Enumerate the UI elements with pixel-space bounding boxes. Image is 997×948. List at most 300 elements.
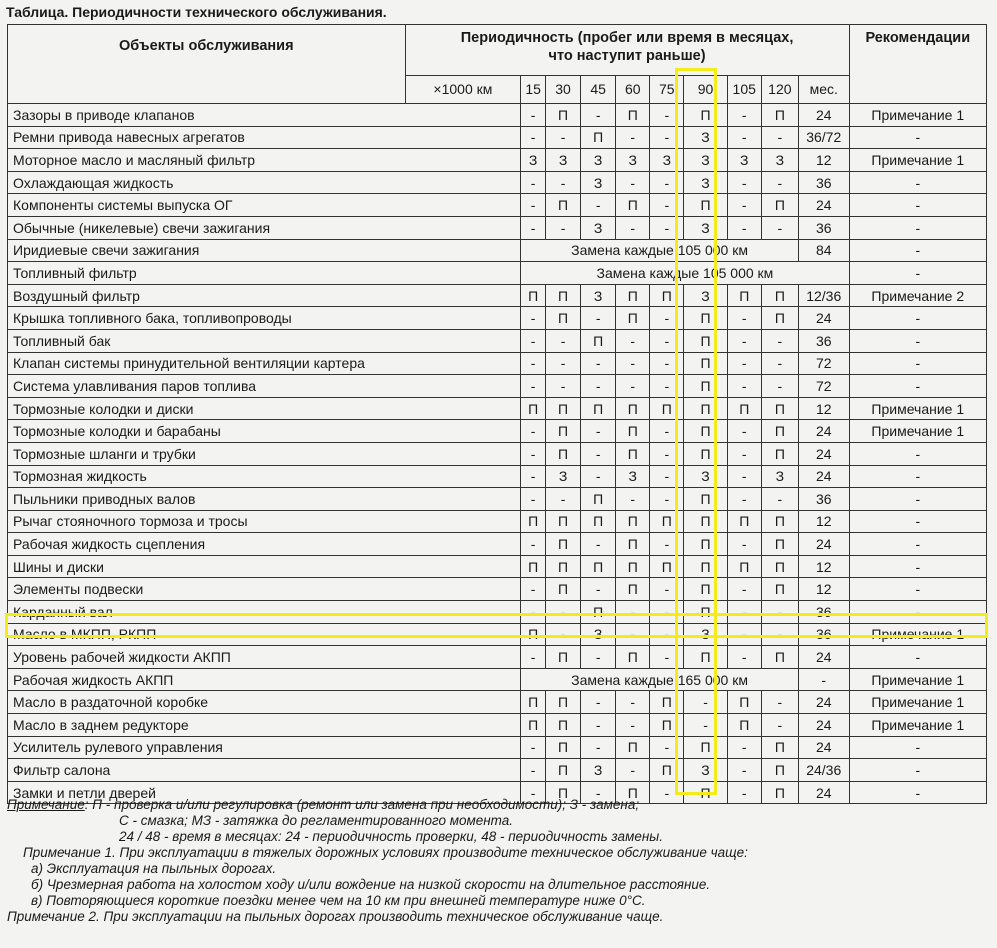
recommendation-cell: - <box>849 442 986 465</box>
interval-cell: П <box>727 714 761 737</box>
table-row <box>8 375 987 398</box>
interval-cell: П <box>684 646 727 669</box>
interval-cell: П <box>684 736 727 759</box>
interval-cell: П <box>650 555 684 578</box>
interval-cell: З <box>684 171 727 194</box>
table-row <box>8 420 987 443</box>
interval-cell: З <box>546 465 581 488</box>
interval-cell: - <box>761 601 798 624</box>
interval-cell: П <box>581 488 616 511</box>
table-row <box>8 352 987 375</box>
months-cell: 12 <box>798 578 849 601</box>
table-row <box>8 736 987 759</box>
interval-cell: П <box>546 781 581 804</box>
row-span-note: Замена каждые 165 000 км <box>521 668 799 691</box>
row-name: Уровень рабочей жидкости АКПП <box>8 646 521 669</box>
recommendation-cell: Примечание 1 <box>849 149 986 172</box>
months-cell: 36/72 <box>798 126 849 149</box>
interval-cell: - <box>546 375 581 398</box>
interval-cell: - <box>581 465 616 488</box>
interval-cell: З <box>581 759 616 782</box>
interval-cell: - <box>546 126 581 149</box>
months-cell: 12/36 <box>798 284 849 307</box>
interval-cell: П <box>546 555 581 578</box>
interval-cell: - <box>650 171 684 194</box>
interval-header: 15 <box>521 75 546 103</box>
interval-cell: П <box>650 284 684 307</box>
interval-cell: З <box>581 216 616 239</box>
interval-cell: З <box>616 149 650 172</box>
interval-cell: П <box>684 555 727 578</box>
interval-cell: - <box>727 126 761 149</box>
interval-cell: - <box>761 375 798 398</box>
row-name: Ремни привода навесных агрегатов <box>8 126 521 149</box>
interval-cell: - <box>521 646 546 669</box>
interval-cell: - <box>521 420 546 443</box>
row-name: Усилитель рулевого управления <box>8 736 521 759</box>
row-span-note: Замена каждые 105 000 км <box>521 239 799 262</box>
row-name: Масло в МКПП, РКПП <box>8 623 521 646</box>
months-cell: 12 <box>798 555 849 578</box>
interval-cell: П <box>761 533 798 556</box>
interval-cell: - <box>727 171 761 194</box>
interval-cell: П <box>616 736 650 759</box>
recommendation-cell: - <box>849 465 986 488</box>
months-cell: 84 <box>798 239 849 262</box>
months-cell: 24 <box>798 104 849 127</box>
interval-cell: - <box>546 488 581 511</box>
interval-cell: - <box>761 329 798 352</box>
interval-cell: П <box>684 442 727 465</box>
interval-cell: П <box>521 714 546 737</box>
interval-cell: П <box>684 329 727 352</box>
interval-cell: - <box>581 420 616 443</box>
interval-cell: - <box>521 375 546 398</box>
row-span-note: Замена каждые 105 000 км <box>521 262 849 285</box>
interval-cell: П <box>761 578 798 601</box>
interval-cell: - <box>521 533 546 556</box>
recommendation-cell: Примечание 1 <box>849 397 986 420</box>
interval-cell: - <box>521 171 546 194</box>
interval-header: 105 <box>727 75 761 103</box>
interval-cell: - <box>581 736 616 759</box>
recommendation-cell: - <box>849 646 986 669</box>
interval-cell: П <box>581 397 616 420</box>
interval-cell: - <box>650 216 684 239</box>
months-cell: 24 <box>798 691 849 714</box>
interval-cell: - <box>727 420 761 443</box>
row-name: Масло в раздаточной коробке <box>8 691 521 714</box>
interval-cell: П <box>684 781 727 804</box>
months-cell: 24 <box>798 736 849 759</box>
interval-cell: З <box>684 284 727 307</box>
interval-cell: П <box>684 601 727 624</box>
row-name: Рабочая жидкость АКПП <box>8 668 521 691</box>
interval-cell: - <box>581 646 616 669</box>
recommendation-cell: - <box>849 352 986 375</box>
interval-cell: - <box>684 714 727 737</box>
table-row <box>8 216 987 239</box>
interval-header: 120 <box>761 75 798 103</box>
interval-cell: П <box>546 759 581 782</box>
interval-cell: - <box>650 104 684 127</box>
objects-header: Объекты обслуживания <box>8 25 406 104</box>
interval-cell: - <box>546 352 581 375</box>
interval-cell: З <box>581 284 616 307</box>
interval-cell: П <box>616 307 650 330</box>
row-name: Обычные (никелевые) свечи зажигания <box>8 216 521 239</box>
interval-cell: - <box>650 781 684 804</box>
months-cell: 24 <box>798 781 849 804</box>
interval-cell: - <box>581 533 616 556</box>
interval-cell: - <box>546 329 581 352</box>
table-row <box>8 239 987 262</box>
interval-cell: П <box>684 578 727 601</box>
interval-cell: - <box>616 329 650 352</box>
row-name: Тормозные колодки и диски <box>8 397 521 420</box>
interval-cell: П <box>546 194 581 217</box>
interval-cell: - <box>616 714 650 737</box>
interval-cell: П <box>521 623 546 646</box>
table-row <box>8 194 987 217</box>
table-row <box>8 668 987 691</box>
interval-cell: З <box>650 149 684 172</box>
interval-cell: П <box>521 284 546 307</box>
interval-cell: - <box>521 329 546 352</box>
months-cell: 24 <box>798 465 849 488</box>
interval-cell: - <box>650 578 684 601</box>
table-row <box>8 691 987 714</box>
interval-cell: - <box>521 307 546 330</box>
interval-cell: - <box>650 307 684 330</box>
interval-cell: З <box>761 149 798 172</box>
row-name: Шины и диски <box>8 555 521 578</box>
row-name: Рычаг стояночного тормоза и тросы <box>8 510 521 533</box>
interval-cell: З <box>684 149 727 172</box>
interval-cell: П <box>650 397 684 420</box>
interval-cell: - <box>521 216 546 239</box>
interval-cell: П <box>761 194 798 217</box>
interval-cell: - <box>521 736 546 759</box>
recommendation-cell: Примечание 1 <box>849 668 986 691</box>
recommendation-cell: - <box>849 171 986 194</box>
interval-cell: - <box>521 578 546 601</box>
row-name: Топливный фильтр <box>8 262 521 285</box>
interval-header: 75 <box>650 75 684 103</box>
interval-cell: П <box>684 533 727 556</box>
interval-cell: - <box>581 307 616 330</box>
months-cell: 36 <box>798 216 849 239</box>
interval-cell: П <box>684 352 727 375</box>
interval-cell: - <box>650 442 684 465</box>
row-name: Крышка топливного бака, топливопроводы <box>8 307 521 330</box>
interval-cell: П <box>546 420 581 443</box>
interval-cell: - <box>727 329 761 352</box>
periodicity-header: Периодичность (пробег или время в месяцах, что наступит раньше) <box>405 25 849 76</box>
interval-cell: З <box>581 171 616 194</box>
interval-cell: - <box>727 623 761 646</box>
interval-cell: З <box>684 465 727 488</box>
interval-cell: - <box>616 171 650 194</box>
months-cell: 36 <box>798 171 849 194</box>
unit-km: ×1000 км <box>405 75 521 103</box>
recommendation-cell: - <box>849 555 986 578</box>
recommendation-cell: - <box>849 736 986 759</box>
interval-cell: - <box>581 691 616 714</box>
interval-cell: - <box>761 488 798 511</box>
row-name: Замки и петли дверей <box>8 781 521 804</box>
interval-cell: З <box>521 149 546 172</box>
months-cell: 24/36 <box>798 759 849 782</box>
months-cell: - <box>798 668 849 691</box>
months-cell: 36 <box>798 623 849 646</box>
interval-cell: - <box>727 352 761 375</box>
interval-cell: - <box>727 442 761 465</box>
row-name: Моторное масло и масляный фильтр <box>8 149 521 172</box>
recommendation-cell: - <box>849 194 986 217</box>
recommendation-cell: - <box>849 375 986 398</box>
interval-cell: - <box>727 601 761 624</box>
interval-cell: - <box>581 375 616 398</box>
interval-cell: П <box>546 284 581 307</box>
interval-cell: - <box>616 691 650 714</box>
interval-cell: - <box>684 691 727 714</box>
months-cell: 36 <box>798 488 849 511</box>
interval-cell: - <box>521 465 546 488</box>
interval-cell: П <box>761 307 798 330</box>
recommendation-cell: Примечание 2 <box>849 284 986 307</box>
table-row <box>8 307 987 330</box>
interval-cell: - <box>521 442 546 465</box>
interval-cell: - <box>650 465 684 488</box>
recommendation-cell: - <box>849 262 986 285</box>
row-name: Пыльники приводных валов <box>8 488 521 511</box>
row-name: Тормозная жидкость <box>8 465 521 488</box>
interval-cell: П <box>684 104 727 127</box>
interval-cell: - <box>761 126 798 149</box>
interval-cell: - <box>616 759 650 782</box>
interval-cell: - <box>616 623 650 646</box>
interval-cell: - <box>650 533 684 556</box>
interval-cell: - <box>727 533 761 556</box>
recommendation-cell: - <box>849 126 986 149</box>
interval-cell: - <box>761 714 798 737</box>
recommendation-cell: Примечание 1 <box>849 623 986 646</box>
table-row <box>8 397 987 420</box>
interval-cell: - <box>727 465 761 488</box>
months-cell: 36 <box>798 329 849 352</box>
row-name: Система улавливания паров топлива <box>8 375 521 398</box>
recommendation-cell: - <box>849 578 986 601</box>
interval-cell: П <box>650 714 684 737</box>
interval-cell: - <box>727 759 761 782</box>
interval-cell: - <box>546 623 581 646</box>
interval-cell: - <box>521 352 546 375</box>
interval-cell: П <box>684 488 727 511</box>
table-row <box>8 510 987 533</box>
interval-cell: - <box>581 352 616 375</box>
interval-cell: - <box>727 216 761 239</box>
interval-cell: П <box>684 375 727 398</box>
recommendations-header: Рекомендации <box>849 25 986 104</box>
interval-header: 60 <box>616 75 650 103</box>
interval-cell: П <box>616 555 650 578</box>
interval-cell: П <box>727 555 761 578</box>
interval-cell: П <box>761 284 798 307</box>
interval-cell: - <box>521 126 546 149</box>
interval-cell: П <box>546 397 581 420</box>
interval-cell: П <box>616 284 650 307</box>
interval-cell: - <box>616 601 650 624</box>
table-title: Таблица. Периодичности технического обслуживания. <box>6 4 387 20</box>
row-name: Рабочая жидкость сцепления <box>8 533 521 556</box>
recommendation-cell: - <box>849 781 986 804</box>
interval-cell: - <box>650 623 684 646</box>
recommendation-cell: Примечание 1 <box>849 714 986 737</box>
interval-cell: П <box>581 510 616 533</box>
months-cell: 24 <box>798 307 849 330</box>
table-row <box>8 488 987 511</box>
row-name: Элементы подвески <box>8 578 521 601</box>
table-row <box>8 714 987 737</box>
interval-cell: З <box>581 149 616 172</box>
months-cell: 72 <box>798 375 849 398</box>
interval-cell: П <box>684 510 727 533</box>
interval-cell: - <box>650 420 684 443</box>
interval-cell: - <box>650 352 684 375</box>
interval-cell: - <box>581 714 616 737</box>
recommendation-cell: - <box>849 601 986 624</box>
interval-cell: - <box>581 194 616 217</box>
interval-cell: П <box>546 714 581 737</box>
interval-cell: П <box>616 104 650 127</box>
interval-cell: - <box>521 104 546 127</box>
interval-cell: - <box>727 646 761 669</box>
months-cell: 24 <box>798 714 849 737</box>
months-cell: 36 <box>798 601 849 624</box>
interval-cell: П <box>546 646 581 669</box>
interval-cell: - <box>521 488 546 511</box>
row-name: Топливный бак <box>8 329 521 352</box>
table-row <box>8 759 987 782</box>
recommendation-cell: - <box>849 510 986 533</box>
interval-cell: П <box>546 578 581 601</box>
interval-cell: З <box>684 759 727 782</box>
interval-cell: П <box>650 510 684 533</box>
table-row <box>8 262 987 285</box>
recommendation-cell: - <box>849 533 986 556</box>
table-row <box>8 284 987 307</box>
months-header: мес. <box>798 75 849 103</box>
interval-cell: - <box>546 216 581 239</box>
interval-cell: - <box>650 488 684 511</box>
interval-cell: П <box>581 126 616 149</box>
interval-cell: - <box>581 578 616 601</box>
interval-cell: З <box>616 465 650 488</box>
interval-cell: П <box>616 510 650 533</box>
interval-cell: П <box>581 601 616 624</box>
table-row <box>8 171 987 194</box>
row-name: Зазоры в приводе клапанов <box>8 104 521 127</box>
interval-cell: П <box>761 397 798 420</box>
interval-cell: П <box>546 691 581 714</box>
interval-cell: П <box>650 759 684 782</box>
interval-cell: П <box>684 397 727 420</box>
interval-cell: П <box>761 646 798 669</box>
row-name: Фильтр салона <box>8 759 521 782</box>
interval-cell: - <box>727 104 761 127</box>
interval-cell: - <box>616 375 650 398</box>
interval-cell: П <box>761 781 798 804</box>
interval-cell: П <box>616 420 650 443</box>
interval-cell: П <box>546 104 581 127</box>
interval-cell: - <box>650 736 684 759</box>
months-cell: 72 <box>798 352 849 375</box>
row-name: Воздушный фильтр <box>8 284 521 307</box>
months-cell: 24 <box>798 194 849 217</box>
interval-cell: П <box>546 442 581 465</box>
interval-cell: П <box>727 691 761 714</box>
recommendation-cell: Примечание 1 <box>849 104 986 127</box>
interval-cell: П <box>616 533 650 556</box>
interval-cell: П <box>761 736 798 759</box>
interval-cell: П <box>684 307 727 330</box>
recommendation-cell: Примечание 1 <box>849 691 986 714</box>
interval-header: 90 <box>684 75 727 103</box>
interval-cell: - <box>521 781 546 804</box>
interval-cell: П <box>521 397 546 420</box>
interval-cell: - <box>616 126 650 149</box>
interval-cell: П <box>761 759 798 782</box>
interval-cell: - <box>521 759 546 782</box>
interval-cell: П <box>546 510 581 533</box>
interval-cell: - <box>727 578 761 601</box>
interval-cell: - <box>761 216 798 239</box>
interval-cell: - <box>727 781 761 804</box>
interval-cell: П <box>727 284 761 307</box>
notes: Примечание: П - проверка и/или регулировка (ремонт или замена при необходимости); З - замена; С - смазка; МЗ - затяжка до регламентированного момента. 24 / 48 - время в месяцах: 24 - периодичность проверки, 48 - периодичность замены. Примечание 1. При эксплуатации в тяжелых дорожных условиях производите техническое обслуживание чаще: а) Эксплуатация на пыльных дорогах. б) Чрезмерная работа на холостом ходу и/или вождение на низкой скорости на длительное расстояние. в) Повторяющиеся короткие поездки менее чем на 10 км при внешней температуре ниже 0°С. Примечание 2. При эксплуатации на пыльных дорогах производить техническое обслуживание чаще. <box>7 797 748 924</box>
interval-cell: - <box>650 329 684 352</box>
interval-cell: - <box>650 646 684 669</box>
interval-cell: П <box>521 510 546 533</box>
interval-cell: П <box>727 397 761 420</box>
recommendation-cell: Примечание 1 <box>849 420 986 443</box>
interval-cell: - <box>727 488 761 511</box>
row-name: Иридиевые свечи зажигания <box>8 239 521 262</box>
table-row <box>8 646 987 669</box>
interval-cell: - <box>546 171 581 194</box>
interval-cell: П <box>616 578 650 601</box>
interval-cell: - <box>521 601 546 624</box>
interval-cell: П <box>761 510 798 533</box>
row-name: Карданный вал <box>8 601 521 624</box>
interval-cell: П <box>761 442 798 465</box>
recommendation-cell: - <box>849 759 986 782</box>
months-cell: 12 <box>798 397 849 420</box>
table-row <box>8 442 987 465</box>
interval-cell: П <box>761 555 798 578</box>
months-cell: 24 <box>798 646 849 669</box>
recommendation-cell: - <box>849 307 986 330</box>
interval-header: 30 <box>546 75 581 103</box>
interval-cell: - <box>521 194 546 217</box>
interval-cell: П <box>650 691 684 714</box>
interval-cell: П <box>546 736 581 759</box>
interval-cell: - <box>650 601 684 624</box>
interval-cell: - <box>727 375 761 398</box>
interval-cell: П <box>581 329 616 352</box>
interval-cell: П <box>727 510 761 533</box>
